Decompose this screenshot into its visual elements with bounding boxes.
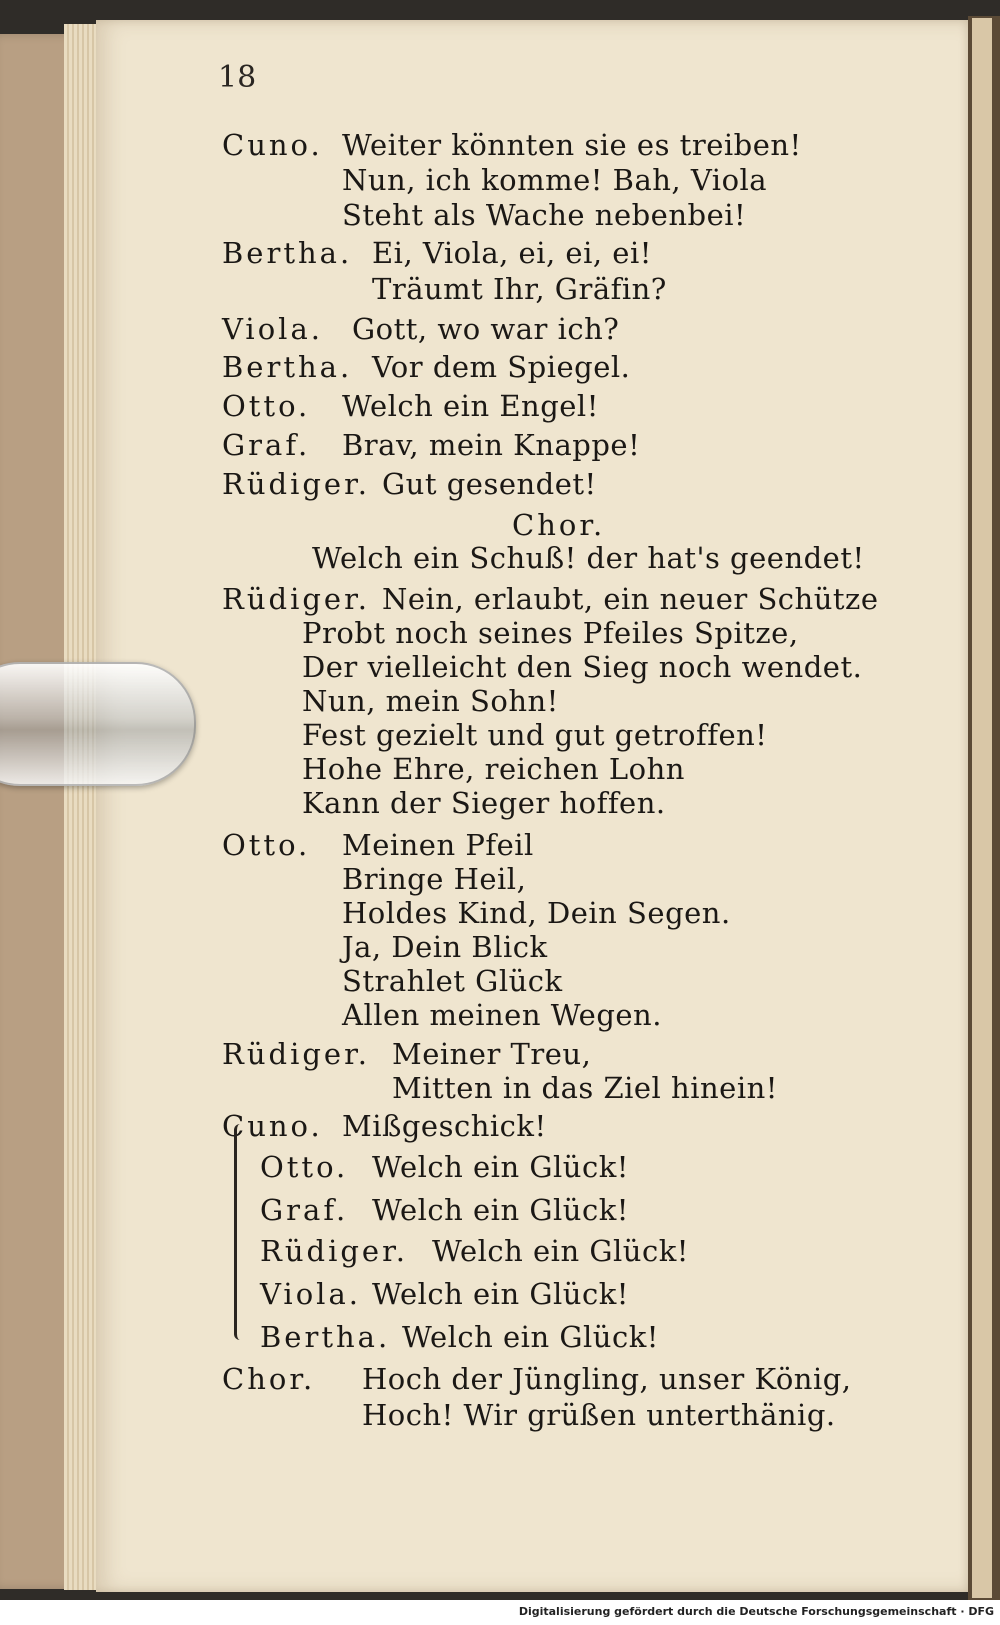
- verse-line: Welch ein Glück!: [372, 1150, 629, 1184]
- speaker-label: Otto.: [260, 1150, 349, 1184]
- speaker-label: Graf.: [260, 1193, 349, 1227]
- verse-line: Bringe Heil,: [342, 862, 527, 896]
- footer-bar: [0, 1600, 1000, 1625]
- right-page-edge: [972, 18, 992, 1598]
- speaker-label: Viola.: [260, 1277, 361, 1311]
- verse-line: Steht als Wache nebenbei!: [342, 198, 747, 232]
- verse-line: Welch ein Glück!: [372, 1193, 629, 1227]
- verse-line: Meinen Pfeil: [342, 828, 534, 862]
- speaker-label: Graf.: [222, 428, 311, 462]
- ensemble-brace: [234, 1124, 251, 1340]
- verse-line: Strahlet Glück: [342, 964, 563, 998]
- verse-line: Träumt Ihr, Gräfin?: [372, 272, 667, 306]
- verse-line: Der vielleicht den Sieg noch wendet.: [302, 650, 863, 684]
- speaker-label: Rüdiger.: [222, 1037, 370, 1071]
- verse-line: Meiner Treu,: [392, 1037, 592, 1071]
- verse-line: Welch ein Engel!: [342, 389, 599, 423]
- verse-line: Nun, mein Sohn!: [302, 684, 559, 718]
- verse-line: Welch ein Glück!: [432, 1234, 689, 1268]
- glass-page-holder: [0, 662, 196, 786]
- verse-line: Holdes Kind, Dein Segen.: [342, 896, 731, 930]
- verse-line: Kann der Sieger hoffen.: [302, 786, 666, 820]
- verse-line: Ja, Dein Blick: [342, 930, 548, 964]
- verse-line: Welch ein Glück!: [402, 1320, 659, 1354]
- verse-line: Mitten in das Ziel hinein!: [392, 1071, 778, 1105]
- verse-line: Nun, ich komme! Bah, Viola: [342, 163, 768, 197]
- verse-line: Ei, Viola, ei, ei, ei!: [372, 236, 652, 270]
- speaker-label: Cuno.: [222, 128, 323, 162]
- speaker-label: Bertha.: [260, 1320, 391, 1354]
- speaker-label: Bertha.: [222, 236, 353, 270]
- verse-line: Hoch! Wir grüßen unterthänig.: [362, 1398, 836, 1432]
- speaker-label: Chor.: [222, 1362, 316, 1396]
- verse-line: Hohe Ehre, reichen Lohn: [302, 752, 685, 786]
- speaker-label: Rüdiger.: [222, 582, 370, 616]
- verse-line: Brav, mein Knappe!: [342, 428, 641, 462]
- verse-line: Welch ein Schuß! der hat's geendet!: [312, 541, 865, 575]
- verse-line: Vor dem Spiegel.: [372, 350, 631, 384]
- speaker-label: Bertha.: [222, 350, 353, 384]
- verse-line: Gut gesendet!: [382, 467, 597, 501]
- speaker-label: Viola.: [222, 312, 323, 346]
- verse-line: Mißgeschick!: [342, 1109, 547, 1143]
- verse-line: Probt noch seines Pfeiles Spitze,: [302, 616, 799, 650]
- speaker-label: Rüdiger.: [260, 1234, 408, 1268]
- speaker-label: Otto.: [222, 828, 311, 862]
- verse-line: Fest gezielt und gut getroffen!: [302, 718, 768, 752]
- verse-line: Gott, wo war ich?: [352, 312, 620, 346]
- verse-line: Weiter könnten sie es treiben!: [342, 128, 802, 162]
- chorus-heading: Chor.: [512, 508, 606, 542]
- speaker-label: Cuno.: [222, 1109, 323, 1143]
- verse-line: Allen meinen Wegen.: [342, 998, 662, 1032]
- speaker-label: Otto.: [222, 389, 311, 423]
- page-number: 18: [218, 60, 257, 95]
- verse-line: Welch ein Glück!: [372, 1277, 629, 1311]
- verse-line: Nein, erlaubt, ein neuer Schütze: [382, 582, 879, 616]
- speaker-label: Rüdiger.: [222, 467, 370, 501]
- verse-line: Hoch der Jüngling, unser König,: [362, 1362, 852, 1396]
- footer-credit: Digitalisierung gefördert durch die Deutsche Forschungsgemeinschaft · DFG: [518, 1605, 994, 1618]
